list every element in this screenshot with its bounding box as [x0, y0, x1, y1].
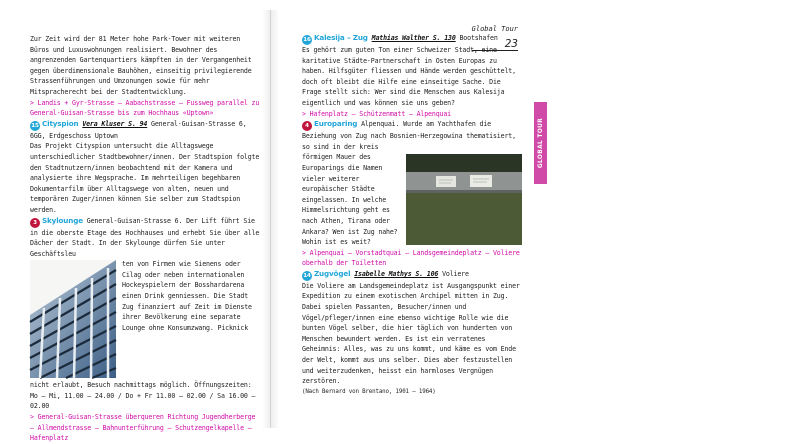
zugvoegel-entry	[302, 269, 522, 281]
place-name: Kalesija – Zug	[314, 33, 368, 42]
artist-reference: Vera Kluser S. 94	[82, 119, 148, 128]
opening-hours: nicht erlaubt, Besuch nachmittags möglich. Öffnungszeiten: Mo – Mi, 11.00 – 24.00 / Do + Fr 11.00 – 02.00 / Sa 16.00 – 02.00	[30, 381, 256, 411]
memorial-wall-photo	[406, 154, 522, 245]
left-column	[30, 34, 260, 444]
route-directions: > Alpenquai – Vorstadtquai – Landsgemeindeplatz – Voliere oberhalb der Toiletten	[302, 248, 520, 268]
europaring-wrap	[302, 152, 522, 247]
intro-paragraph: Zur Zeit wird der 81 Meter hohe Park-Tower mit weiteren Büros und Luxuswohnungen realisiert. Bewohner des angrenzenden Gartenquartiers kämpften in der Vergangenheit gegen überdimensionale Bauhöhen, einseitig privilegierende Strassenführungen und Umzonungen sowie für mehr Mitspracherecht bei der Stadtentwicklung.	[30, 35, 252, 96]
highrise-facade-image	[30, 260, 116, 378]
route-directions: > Landis + Gyr-Strasse – Aabachstrasse – Fussweg parallel zu General-Guisan-Strasse bis zum Hochhaus «Uptown»	[30, 98, 260, 118]
skylounge-wrap	[30, 259, 260, 333]
skylounge-lead: General-Guisan-Strasse 6. Der Lift führt Sie in die oberste Etage des Hochhauses und erhebt Sie über alle Dächer der Stadt. In der Skylounge dürfen Sie unter Geschäftsleu	[30, 216, 260, 258]
map-marker: 16	[303, 37, 311, 43]
map-marker: 4	[302, 121, 312, 131]
location: Bootshafen	[455, 34, 498, 42]
kalesija-entry	[302, 33, 522, 45]
map-marker: 14	[303, 272, 311, 279]
artist-reference: Mathias Walther S. 130	[371, 34, 456, 42]
section-tab	[534, 102, 547, 184]
page-number: 23	[472, 37, 518, 51]
skylounge-entry	[30, 216, 260, 260]
highrise-photo	[30, 260, 116, 378]
right-column	[302, 33, 522, 397]
map-marker: 15	[31, 122, 39, 129]
kalesija-description: Es gehört zum guten Ton einer Schweizer Stadt, eine karitative Städte-Partnerschaft in Osten Europas zu haben. Hilfsgüter fliessen und Hände werden geschüttelt, doch oft bleibt die Hilfe eine einseitige Sache. Die Frage stellt sich: Wer sind die Menschen aus Kalesija eigentlich und was können sie uns geben?	[302, 46, 516, 107]
place-name: Europaring	[314, 119, 358, 129]
memorial-wall-image	[406, 154, 522, 245]
place-name: Zugvögel	[314, 268, 351, 278]
location: Voliere	[438, 269, 469, 278]
zugvoegel-description: Die Voliere am Landsgemeindeplatz ist Ausgangspunkt einer Expedition zu einem exotischen Archipel mitten in Zug. Dabei spielen Passanten, Besucher/innen und Vögel/pfleger/innen eine ebenso wichtige Rolle wie die bunten Vögel selber, die hier täglich von hunderten von Menschen bewundert werden. Es ist ein verratenes Geheimnis: Alles, was zu uns kommt, und käme es vom Ende der Welt, kommt aus uns selber. Dies aber festzustellen und weiterzudenken, heisst ein harmloses Vergnügen zerstören.	[302, 281, 520, 386]
map-marker: 3	[30, 218, 40, 228]
header-title: Global Tour	[471, 25, 518, 33]
place-name: Cityspion	[42, 118, 79, 128]
skylounge-description: ten von Firmen wie Sienens oder Cilag oder neben internationalen Hockeyspielern der Bosshardarena einen Drink genniessen. Die Stadt Zug finanziert auf Zeit im Dienste ihrer Bevölkerung eine separate Lounge ohne Konsumzwang. Picknick	[122, 260, 252, 332]
cityspion-description: Das Projekt Cityspion untersucht die Alltagswege unterschiedlicher Stadtbewohner/innen. Der Stadtspion folgte den Stadtnutzern/innen beobachtend mit der Kamera und analysierte ihre Wegsprache. Im mehrteiligen begehbaren Dokumentarfilm über Alltagswege von alten, neuen und temporären Zuger/innen können Sie selber zum Stadtspion werden.	[30, 142, 260, 214]
europaring-description: förmigen Mauer des Europarings die Namen vieler weiterer europäischer Städte eingelassen. In welche Himmelsrichtung geht es nach Athen, Tirana oder Ankara? Wen ist Zug nahe? Wohin ist es weit?	[302, 153, 398, 247]
address: General-Guisan-Strasse 6, 6GG, Erdgeschoss Uptown	[30, 119, 247, 140]
place-name: Skylounge	[42, 215, 83, 225]
cityspion-entry	[30, 119, 260, 142]
book-spine	[262, 10, 278, 428]
quote-source: (Nach Bernard von Brentano, 1901 – 1964)	[302, 388, 436, 395]
europaring-lead: Alpenquai. Wurde am Yachthafen die Beziehung von Zug nach Bosnien-Herzegowina thematisiert, so sind in der kreis	[302, 120, 516, 151]
section-tab-label: GLOBAL TOUR	[537, 117, 544, 169]
route-directions: > Hafenplatz – Schützenmatt – Alpenquai	[302, 109, 451, 118]
artist-reference: Isabelle Mathys S. 106	[354, 269, 439, 278]
europaring-entry	[302, 119, 522, 152]
route-directions: > General-Guisan-Strasse überqueren Richtung Jugendherberge – Allmendstrasse – Bahnunterführung – Schutzengelkapelle – Hafenplatz	[30, 413, 256, 443]
